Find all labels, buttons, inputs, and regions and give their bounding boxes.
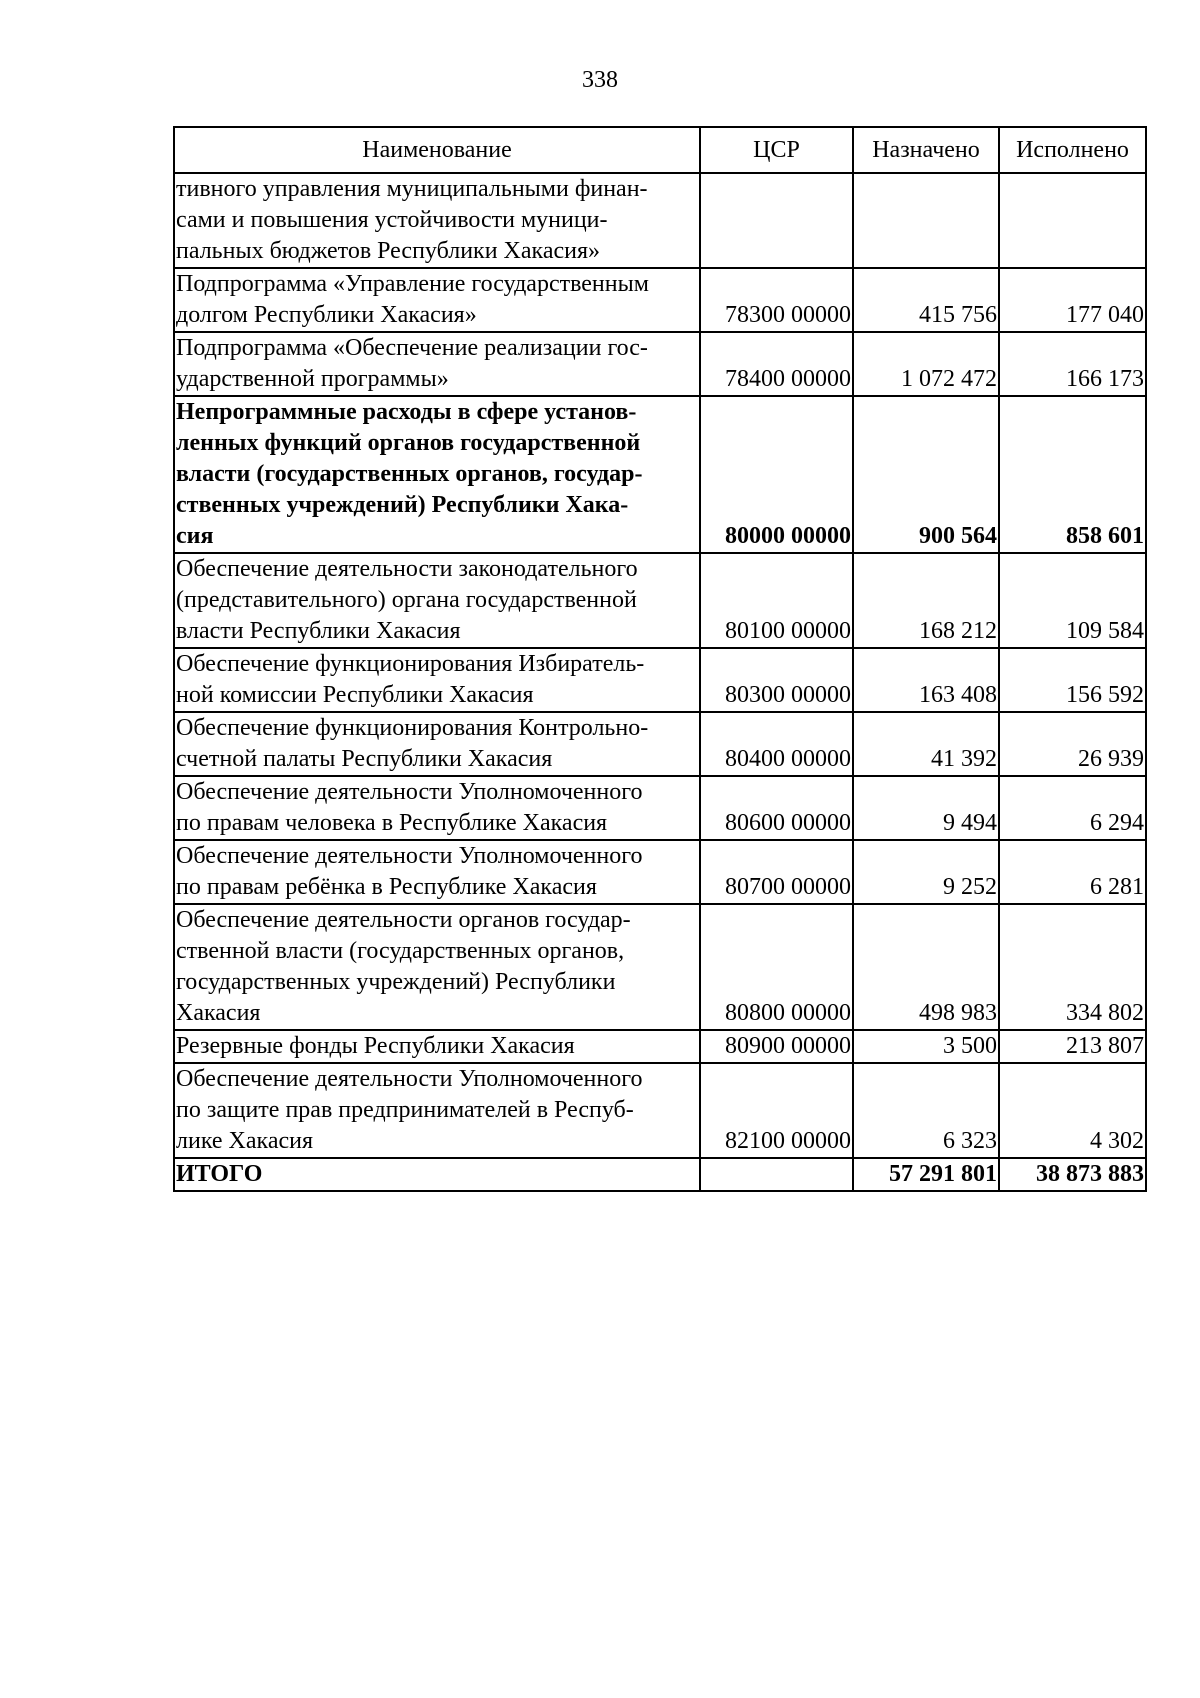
row-name-cell: Обеспечение деятельности Уполномоченного по правам человека в Республике Хакасия	[174, 776, 700, 840]
table-row	[174, 1030, 1146, 1063]
row-assigned-cell: 9 494	[853, 776, 999, 840]
row-executed-cell: 26 939	[999, 712, 1146, 776]
table-row	[174, 840, 1146, 904]
table-header-row	[174, 127, 1146, 173]
row-executed-cell: 213 807	[999, 1030, 1146, 1063]
row-csr-cell: 80400 00000	[700, 712, 853, 776]
row-assigned-cell: 498 983	[853, 904, 999, 1030]
row-name-cell: Обеспечение функционирования Избиратель- ной комиссии Республики Хакасия	[174, 648, 700, 712]
row-name-cell: Подпрограмма «Управление государственным долгом Республики Хакасия»	[174, 268, 700, 332]
row-csr-cell: 80600 00000	[700, 776, 853, 840]
row-executed-cell: 156 592	[999, 648, 1146, 712]
row-csr-cell: 78400 00000	[700, 332, 853, 396]
row-name-cell: Непрограммные расходы в сфере установ- ленных функций органов государственной власти (государственных органов, государ- ственных учреждений) Республики Хака- сия	[174, 396, 700, 553]
table-row	[174, 776, 1146, 840]
row-assigned-cell: 168 212	[853, 553, 999, 648]
table-row	[174, 173, 1146, 268]
row-assigned-cell	[853, 173, 999, 268]
header-assigned: Назначено	[853, 127, 999, 173]
table-body	[174, 173, 1146, 1191]
row-csr-cell: 80800 00000	[700, 904, 853, 1030]
table-row	[174, 1158, 1146, 1191]
row-assigned-cell: 3 500	[853, 1030, 999, 1063]
row-csr-cell: 82100 00000	[700, 1063, 853, 1158]
row-assigned-cell: 415 756	[853, 268, 999, 332]
row-executed-cell: 38 873 883	[999, 1158, 1146, 1191]
table-row	[174, 396, 1146, 553]
row-assigned-cell: 163 408	[853, 648, 999, 712]
table-row	[174, 553, 1146, 648]
row-name-cell: Резервные фонды Республики Хакасия	[174, 1030, 700, 1063]
row-assigned-cell: 6 323	[853, 1063, 999, 1158]
row-assigned-cell: 9 252	[853, 840, 999, 904]
row-name-cell: Обеспечение деятельности Уполномоченного по защите прав предпринимателей в Респуб- лике Хакасия	[174, 1063, 700, 1158]
header-executed: Исполнено	[999, 127, 1146, 173]
row-assigned-cell: 1 072 472	[853, 332, 999, 396]
row-name-cell: Обеспечение деятельности органов государ- ственной власти (государственных органов, государственных учреждений) Республики Хакасия	[174, 904, 700, 1030]
page-number: 338	[582, 67, 618, 93]
row-assigned-cell: 41 392	[853, 712, 999, 776]
row-executed-cell	[999, 173, 1146, 268]
row-executed-cell: 4 302	[999, 1063, 1146, 1158]
row-csr-cell: 80900 00000	[700, 1030, 853, 1063]
row-assigned-cell: 57 291 801	[853, 1158, 999, 1191]
table-row	[174, 712, 1146, 776]
row-csr-cell: 80300 00000	[700, 648, 853, 712]
row-csr-cell: 80000 00000	[700, 396, 853, 553]
row-assigned-cell: 900 564	[853, 396, 999, 553]
row-executed-cell: 6 281	[999, 840, 1146, 904]
row-name-cell: тивного управления муниципальными финан- сами и повышения устойчивости муници- пальных бюджетов Республики Хакасия»	[174, 173, 700, 268]
row-csr-cell	[700, 1158, 853, 1191]
row-name-cell: Подпрограмма «Обеспечение реализации гос- ударственной программы»	[174, 332, 700, 396]
table-row	[174, 1063, 1146, 1158]
header-csr: ЦСР	[700, 127, 853, 173]
table-row	[174, 268, 1146, 332]
row-executed-cell: 6 294	[999, 776, 1146, 840]
header-name: Наименование	[174, 127, 700, 173]
row-csr-cell	[700, 173, 853, 268]
row-name-cell: Обеспечение деятельности Уполномоченного по правам ребёнка в Республике Хакасия	[174, 840, 700, 904]
table-row	[174, 648, 1146, 712]
row-csr-cell: 80100 00000	[700, 553, 853, 648]
row-csr-cell: 78300 00000	[700, 268, 853, 332]
row-name-cell: Обеспечение деятельности законодательного (представительного) органа государственной власти Республики Хакасия	[174, 553, 700, 648]
row-executed-cell: 334 802	[999, 904, 1146, 1030]
row-csr-cell: 80700 00000	[700, 840, 853, 904]
row-executed-cell: 177 040	[999, 268, 1146, 332]
row-name-cell: Обеспечение функционирования Контрольно- счетной палаты Республики Хакасия	[174, 712, 700, 776]
row-executed-cell: 166 173	[999, 332, 1146, 396]
row-name-cell: ИТОГО	[174, 1158, 700, 1191]
row-executed-cell: 109 584	[999, 553, 1146, 648]
table-row	[174, 332, 1146, 396]
row-executed-cell: 858 601	[999, 396, 1146, 553]
table-row	[174, 904, 1146, 1030]
budget-table	[173, 126, 1147, 1192]
